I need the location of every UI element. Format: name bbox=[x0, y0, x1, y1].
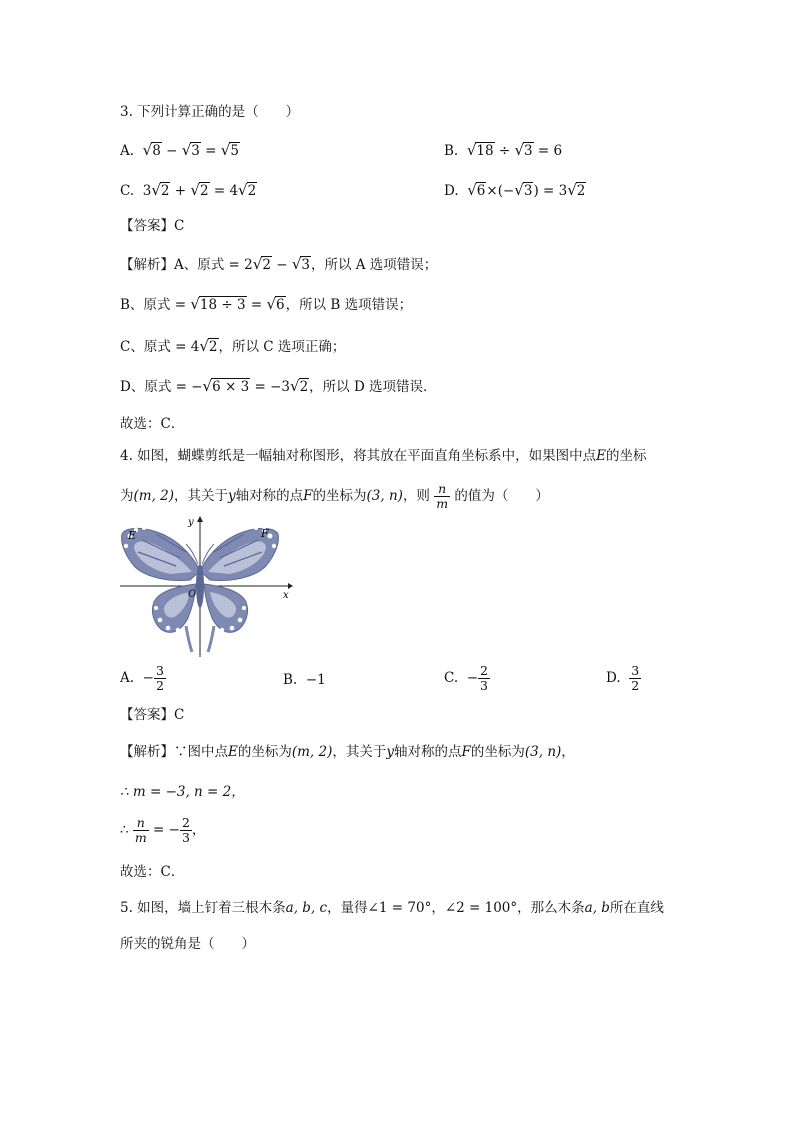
q4-option-d: D. $\frac{3}{2}$ bbox=[606, 663, 640, 693]
q3-stem: 3. 下列计算正确的是（ ） bbox=[120, 104, 300, 120]
point-e-label: E bbox=[128, 529, 137, 542]
q4-analysis-line3: ∴ $\frac{n}{m}$ = − $\frac{2}{3}$ ， bbox=[120, 815, 206, 845]
q4-analysis-line1: 【解析】∵图中点E的坐标为(m, 2)，其关于y轴对称的点F的坐标为(3, n)， bbox=[120, 744, 575, 760]
q4-option-a: A. − $\frac{3}{2}$ bbox=[120, 663, 164, 693]
q4-answer: 【答案】C bbox=[120, 707, 185, 723]
q4-option-b: B. −1 bbox=[283, 672, 326, 688]
q3-option-c: C. 3√2 + √2 = 4√2 bbox=[120, 181, 257, 199]
q4-analysis-line2: ∴ m = −3, n = 2， bbox=[120, 784, 245, 800]
q4-stem-line1: 4. 如图，蝴蝶剪纸是一幅轴对称图形，将其放在平面直角坐标系中，如果图中点E的坐标 bbox=[120, 448, 647, 464]
q3-analysis-d: D、原式 = −√6 × 3 = −3√2，所以 D 选项错误． bbox=[120, 377, 437, 395]
q3-option-d: D. √6×(−√3) = 3√2 bbox=[444, 181, 586, 199]
origin-label: O bbox=[188, 589, 197, 600]
q3-option-b: B. √18 ÷ √3 = 6 bbox=[444, 141, 563, 159]
fraction-n-over-m: $\frac{n}{m}$ bbox=[436, 481, 449, 511]
q3-analysis-a: 【解析】A、原式 = 2√2 − √3，所以 A 选项错误； bbox=[120, 255, 438, 273]
point-f-label: F bbox=[261, 527, 269, 540]
q3-conclusion: 故选：C． bbox=[120, 416, 185, 432]
q3-option-a: A. √8 − √3 = √5 bbox=[120, 141, 239, 159]
butterfly-figure bbox=[118, 514, 293, 659]
q5-stem-line2: 所夹的锐角是（ ） bbox=[120, 936, 255, 952]
q4-option-c: C. − $\frac{2}{3}$ bbox=[444, 663, 488, 693]
q3-analysis-b: B、原式 = √18 ÷ 3 = √6，所以 B 选项错误； bbox=[120, 295, 413, 313]
q3-answer: 【答案】C bbox=[120, 218, 185, 234]
q3-analysis-c: C、原式 = 4√2，所以 C 选项正确； bbox=[120, 337, 346, 355]
q4-stem-line2: 为(m, 2)，其关于y轴对称的点F的坐标为(3, n)，则 $\frac{n}{m}$ 的值为（ ） bbox=[120, 481, 549, 511]
q4-conclusion: 故选：C． bbox=[120, 864, 185, 880]
q5-stem-line1: 5. 如图，墙上钉着三根木条a, b, c，量得∠1 = 70°，∠2 = 100°，那么木条a, b所在直线 bbox=[120, 900, 664, 916]
y-axis-label: y bbox=[188, 517, 194, 528]
x-axis-label: x bbox=[283, 590, 289, 601]
